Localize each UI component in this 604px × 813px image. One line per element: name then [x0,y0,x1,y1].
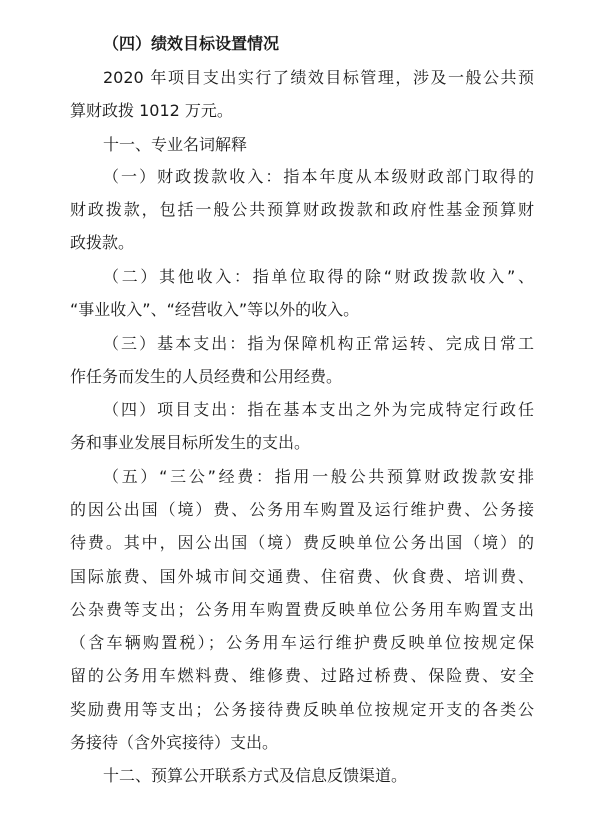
paragraph-line: 留的公务用车燃料费、维修费、过路过桥费、保险费、安全 [70,666,534,685]
paragraph-line: 公杂费等支出；公务用车购置费反映单位公务用车购置支出 [70,600,534,619]
paragraph-line: 财政拨款，包括一般公共预算财政拨款和政府性基金预算财 [70,200,534,219]
paragraph-line: （三）基本支出：指为保障机构正常运转、完成日常工 [103,334,534,353]
section-heading-performance-goals: （四）绩效目标设置情况 [103,34,280,53]
paragraph-line: 政拨款。 [70,233,135,252]
paragraph-line: 待费。其中，因公出国（境）费反映单位公务出国（境）的 [70,533,534,552]
paragraph-line: （一）财政拨款收入：指本年度从本级财政部门取得的 [103,167,534,186]
paragraph-line: 2020 年项目支出实行了绩效目标管理，涉及一般公共预 [103,68,534,87]
paragraph-line: 算财政拨 1012 万元。 [70,101,233,120]
paragraph-line: （含车辆购置税）；公务用车运行维护费反映单位按规定保 [70,633,534,652]
section-heading-contact: 十二、预算公开联系方式及信息反馈渠道。 [103,766,408,785]
paragraph-line: 务和事业发展目标所发生的支出。 [70,433,311,452]
paragraph-line: （二）其他收入：指单位取得的除“财政拨款收入”、 [103,267,534,286]
paragraph-line: 奖励费用等支出；公务接待费反映单位按规定开支的各类公 [70,700,534,719]
paragraph-line: 作任务而发生的人员经费和公用经费。 [70,367,343,386]
paragraph-line: “事业收入”、“经营收入”等以外的收入。 [70,300,360,319]
paragraph-line: （四）项目支出：指在基本支出之外为完成特定行政任 [103,400,534,419]
section-heading-terms: 十一、专业名词解释 [103,135,248,154]
paragraph-line: （五）“三公”经费：指用一般公共预算财政拨款安排 [103,467,534,486]
paragraph-line: 务接待（含外宾接待）支出。 [70,733,279,752]
paragraph-line: 的因公出国（境）费、公务用车购置及运行维护费、公务接 [70,500,534,519]
paragraph-line: 国际旅费、国外城市间交通费、住宿费、伙食费、培训费、 [70,567,534,586]
